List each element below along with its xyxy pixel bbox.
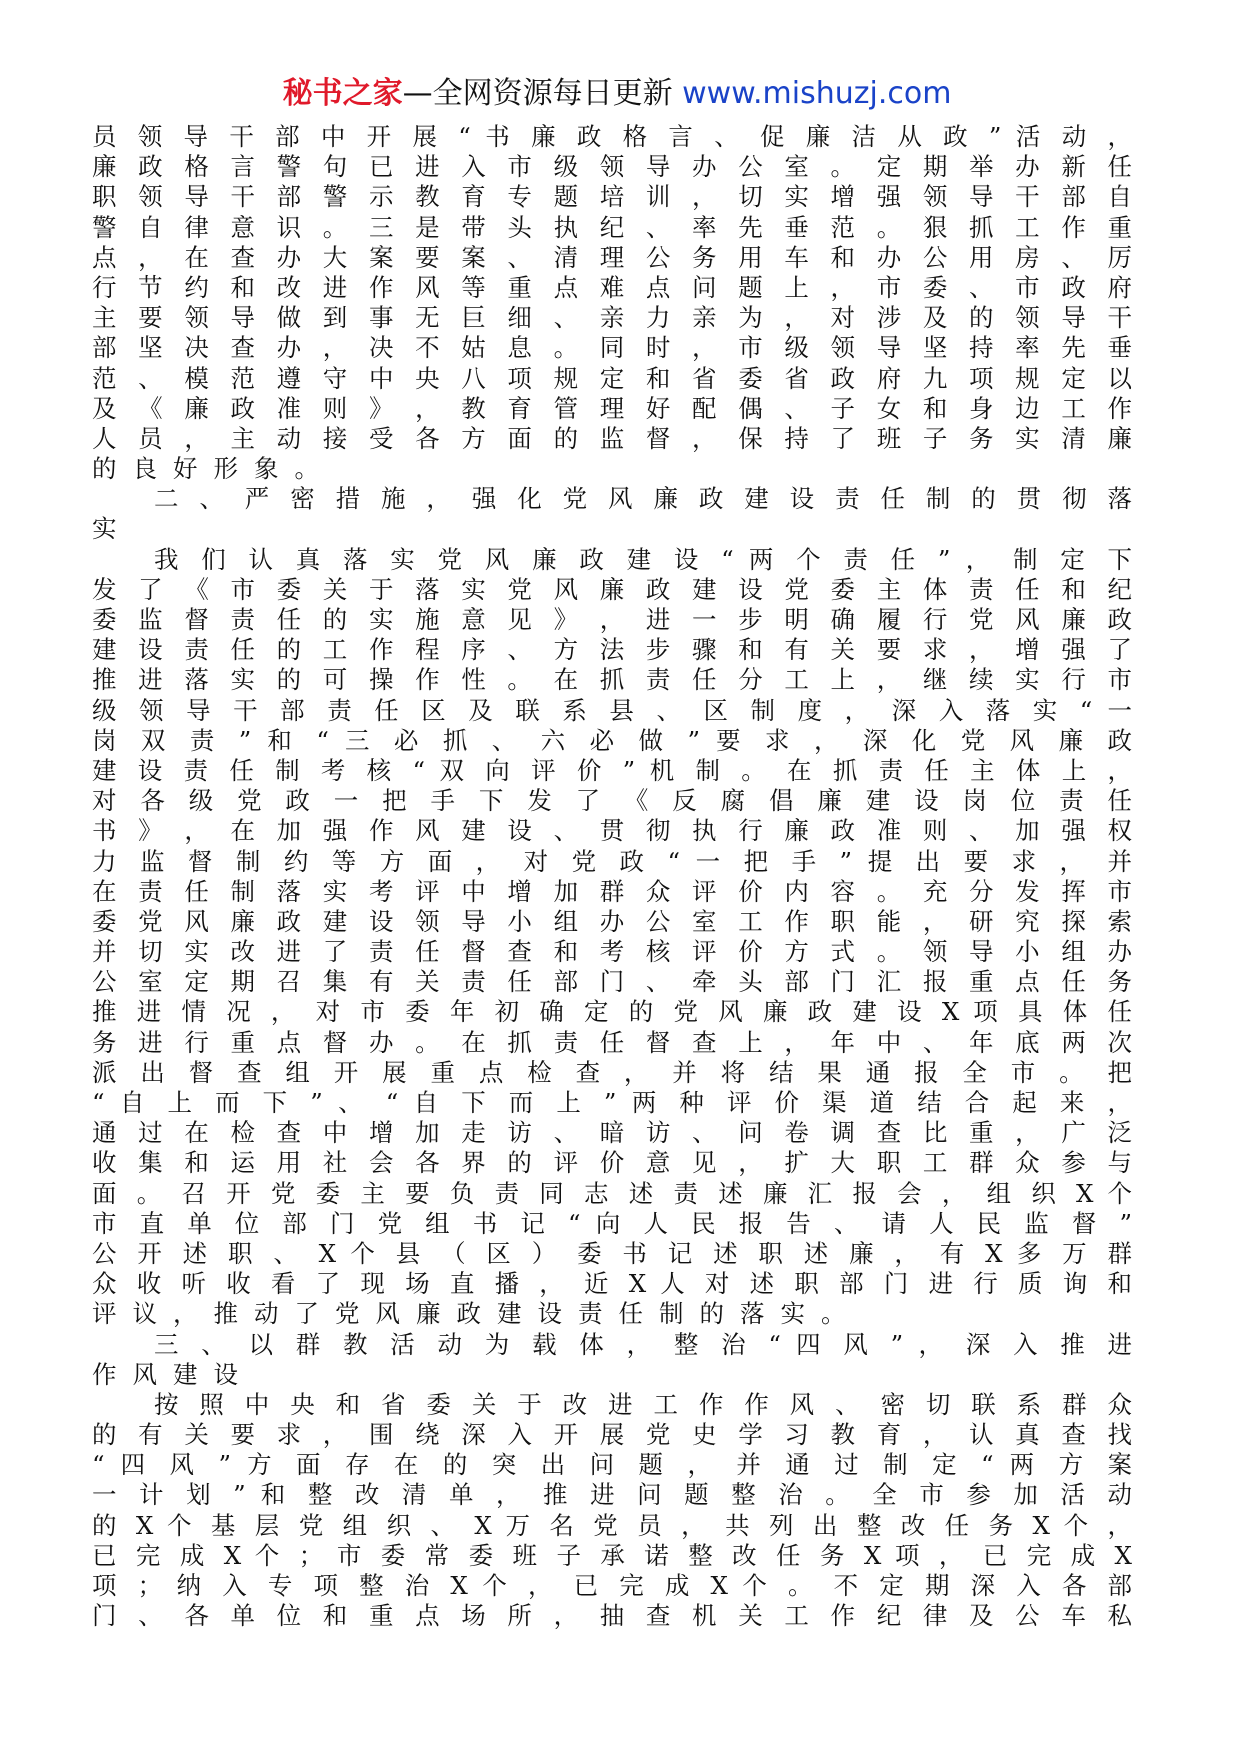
text-line: 的良好形象。 bbox=[92, 454, 335, 484]
text-line: 行 节 约 和 改 进 作 风 等 重 点 难 点 问 题 上 ， 市 委 、 市 政 府 bbox=[92, 272, 1132, 302]
site-url-link[interactable]: www.mishuzj.com bbox=[682, 76, 952, 111]
text-line: 委 党 风 廉 政 建 设 领 导 小 组 办 公 室 工 作 职 能 ， 研 究 探 索 bbox=[92, 906, 1132, 936]
text-line: 主 要 领 导 做 到 事 无 巨 细 、 亲 力 亲 为 ， 对 涉 及 的 领 导 干 bbox=[92, 303, 1132, 333]
text-line: 推 进 情 况 ， 对 市 委 年 初 确 定 的 党 风 廉 政 建 设 X 项 具 体 任 bbox=[92, 997, 1132, 1027]
text-line: 作风建设 bbox=[92, 1359, 254, 1389]
text-line: 职 领 导 干 部 警 示 教 育 专 题 培 训 ， 切 实 增 强 领 导 干 部 自 bbox=[92, 182, 1132, 212]
text-line: 力 监 督 制 约 等 方 面 ， 对 党 政 “ 一 把 手 ” 提 出 要 求 ， 并 bbox=[92, 846, 1132, 876]
text-line: “ 四 风 ” 方 面 存 在 的 突 出 问 题 ， 并 通 过 制 定 “ 两 方 案 bbox=[92, 1450, 1132, 1480]
text-line: 实 bbox=[92, 514, 133, 544]
text-line: 部 坚 决 查 办 ， 决 不 姑 息 。 同 时 ， 市 级 领 导 坚 持 率 先 垂 bbox=[92, 333, 1132, 363]
text-line: 警 自 律 意 识 。 三 是 带 头 执 纪 、 率 先 垂 范 。 狠 抓 工 作 重 bbox=[92, 212, 1132, 242]
text-line: 已 完 成 X 个 ； 市 委 常 委 班 子 承 诺 整 改 任 务 X 项 ， 已 完 成 X bbox=[92, 1540, 1132, 1570]
text-line: 门 、 各 单 位 和 重 点 场 所 ， 抽 查 机 关 工 作 纪 律 及 公 车 私 bbox=[92, 1601, 1132, 1631]
text-line: 及 《 廉 政 准 则 》 ， 教 育 管 理 好 配 偶 、 子 女 和 身 边 工 作 bbox=[92, 393, 1132, 423]
document-body bbox=[92, 122, 1132, 1631]
text-line: 级 领 导 干 部 责 任 区 及 联 系 县 、 区 制 度 ， 深 入 落 实 “ 一 bbox=[92, 695, 1132, 725]
text-line: 派 出 督 查 组 开 展 重 点 检 查 ， 并 将 结 果 通 报 全 市 。 把 bbox=[92, 1057, 1132, 1087]
text-line: 建 设 责 任 的 工 作 程 序 、 方 法 步 骤 和 有 关 要 求 ， 增 强 了 bbox=[92, 635, 1132, 665]
text-line: 评议，推动了党风廉政建设责任制的落实。 bbox=[92, 1299, 862, 1329]
text-line: “ 自 上 而 下 ” 、 “ 自 下 而 上 ” 两 种 评 价 渠 道 结 合 起 来 ， bbox=[92, 1088, 1132, 1117]
text-line: 的 X 个 基 层 党 组 织 、 X 万 名 党 员 ， 共 列 出 整 改 任 务 X 个 ， bbox=[92, 1510, 1132, 1540]
text-line: 发 了 《 市 委 关 于 落 实 党 风 廉 政 建 设 党 委 主 体 责 任 和 纪 bbox=[92, 574, 1132, 604]
text-line: 通 过 在 检 查 中 增 加 走 访 、 暗 访 、 问 卷 调 查 比 重 ， 广 泛 bbox=[92, 1118, 1132, 1148]
site-tagline: —全网资源每日更新 bbox=[402, 76, 673, 111]
text-line: 书 》 ， 在 加 强 作 风 建 设 、 贯 彻 执 行 廉 政 准 则 、 加 强 权 bbox=[92, 816, 1132, 846]
text-line: 众 收 听 收 看 了 现 场 直 播 ， 近 X 人 对 述 职 部 门 进 行 质 询 和 bbox=[92, 1269, 1132, 1299]
text-line: 公 室 定 期 召 集 有 关 责 任 部 门 、 牵 头 部 门 汇 报 重 点 任 务 bbox=[92, 967, 1132, 997]
text-line: 我 们 认 真 落 实 党 风 廉 政 建 设 “ 两 个 责 任 ” ， 制 定 下 bbox=[154, 544, 1132, 574]
text-line: 点 ， 在 查 办 大 案 要 案 、 清 理 公 务 用 车 和 办 公 用 房 、 厉 bbox=[92, 242, 1132, 272]
text-line: 公 开 述 职 、 X 个 县 （ 区 ） 委 书 记 述 职 述 廉 ， 有 X 多 万 群 bbox=[92, 1238, 1132, 1268]
site-brand: 秘书之家 bbox=[282, 76, 403, 111]
text-line: 推 进 落 实 的 可 操 作 性 。 在 抓 责 任 分 工 上 ， 继 续 实 行 市 bbox=[92, 665, 1132, 695]
text-line: 范 、 模 范 遵 守 中 央 八 项 规 定 和 省 委 省 政 府 九 项 规 定 以 bbox=[92, 363, 1132, 393]
text-line: 建 设 责 任 制 考 核 “ 双 向 评 价 ” 机 制 。 在 抓 责 任 主 体 上 ， bbox=[92, 755, 1132, 785]
text-line: 二 、 严 密 措 施 ， 强 化 党 风 廉 政 建 设 责 任 制 的 贯 彻 落 bbox=[154, 484, 1132, 514]
text-line: 委 监 督 责 任 的 实 施 意 见 》 ， 进 一 步 明 确 履 行 党 风 廉 政 bbox=[92, 605, 1132, 634]
text-line: 人 员 ， 主 动 接 受 各 方 面 的 监 督 ， 保 持 了 班 子 务 实 清 廉 bbox=[92, 423, 1132, 453]
text-line: 收 集 和 运 用 社 会 各 界 的 评 价 意 见 ， 扩 大 职 工 群 众 参 与 bbox=[92, 1148, 1132, 1178]
text-line: 市 直 单 位 部 门 党 组 书 记 “ 向 人 民 报 告 、 请 人 民 监 督 ” bbox=[92, 1208, 1132, 1238]
text-line: 项 ； 纳 入 专 项 整 治 X 个 ， 已 完 成 X 个 。 不 定 期 深 入 各 部 bbox=[92, 1571, 1132, 1600]
text-line: 一 计 划 ” 和 整 改 清 单 ， 推 进 问 题 整 治 。 全 市 参 加 活 动 bbox=[92, 1480, 1132, 1510]
text-line: 并 切 实 改 进 了 责 任 督 查 和 考 核 评 价 方 式 。 领 导 小 组 办 bbox=[92, 937, 1132, 967]
text-line: 廉 政 格 言 警 句 已 进 入 市 级 领 导 办 公 室 。 定 期 举 办 新 任 bbox=[92, 152, 1132, 182]
text-line: 员 领 导 干 部 中 开 展 “ 书 廉 政 格 言 、 促 廉 洁 从 政 ” 活 动 ， bbox=[92, 122, 1132, 151]
text-line: 按 照 中 央 和 省 委 关 于 改 进 工 作 作 风 、 密 切 联 系 群 众 bbox=[154, 1389, 1132, 1419]
text-line: 三 、 以 群 教 活 动 为 载 体 ， 整 治 “ 四 风 ” ， 深 入 推 进 bbox=[154, 1329, 1132, 1359]
text-line: 岗 双 责 ” 和 “ 三 必 抓 、 六 必 做 ” 要 求 ， 深 化 党 风 廉 政 bbox=[92, 725, 1132, 755]
text-line: 面 。 召 开 党 委 主 要 负 责 同 志 述 责 述 廉 汇 报 会 ， 组 织 X 个 bbox=[92, 1178, 1132, 1208]
text-line: 的 有 关 要 求 ， 围 绕 深 入 开 展 党 史 学 习 教 育 ， 认 真 查 找 bbox=[92, 1420, 1132, 1450]
text-line: 在 责 任 制 落 实 考 评 中 增 加 群 众 评 价 内 容 。 充 分 发 挥 市 bbox=[92, 876, 1132, 906]
text-line: 务 进 行 重 点 督 办 。 在 抓 责 任 督 查 上 ， 年 中 、 年 底 两 次 bbox=[92, 1027, 1132, 1057]
text-line: 对 各 级 党 政 一 把 手 下 发 了 《 反 腐 倡 廉 建 设 岗 位 责 任 bbox=[92, 786, 1132, 816]
site-header bbox=[0, 74, 1234, 114]
